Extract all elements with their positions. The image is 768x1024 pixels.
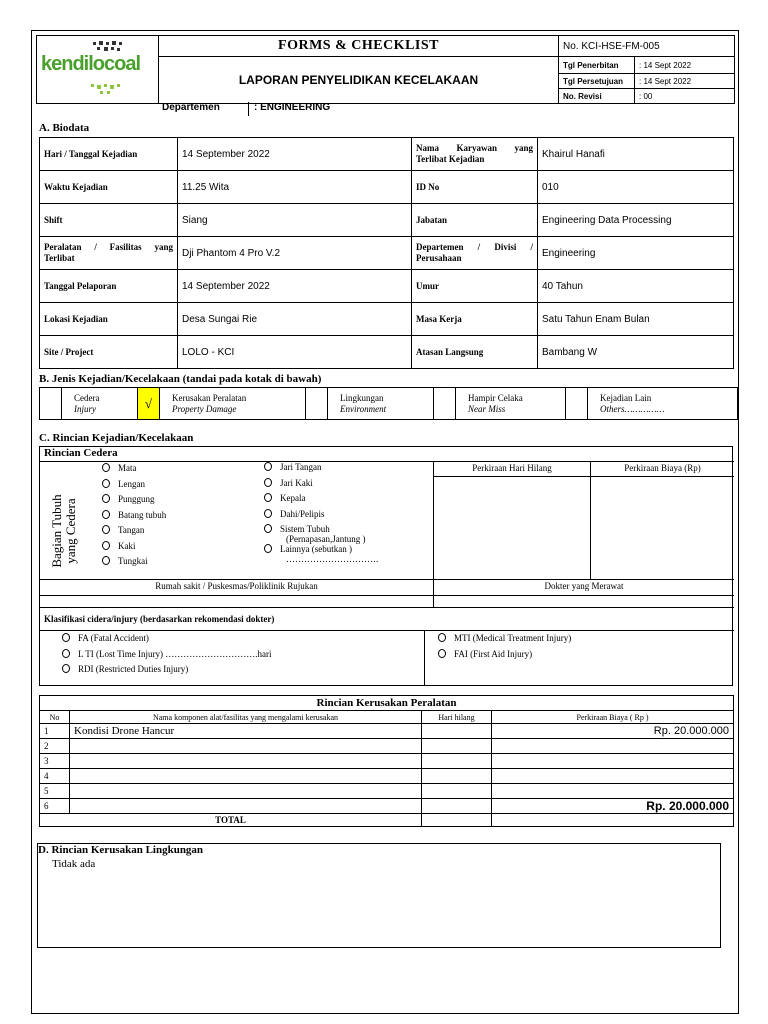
klasifikasi-title: Klasifikasi cidera/injury (berdasarkan rekomendasi dokter) — [44, 614, 275, 624]
biodata-value: Khairul Hanafi — [538, 138, 734, 171]
biodata-row — [40, 138, 734, 171]
meta-label: Tgl Persetujuan — [559, 74, 635, 89]
body-part-option[interactable] — [102, 510, 262, 526]
jenis-table — [39, 387, 738, 420]
meta-label: No. Revisi — [559, 89, 635, 104]
radio-circle-icon[interactable] — [102, 479, 110, 488]
jenis-label-text: Lingkungan — [340, 392, 384, 403]
meta-label: Tgl Penerbitan — [559, 57, 635, 74]
body-part-label: Kaki — [118, 540, 136, 551]
body-part-label: Jari Kaki — [280, 477, 313, 488]
logo — [37, 36, 159, 104]
body-part-option[interactable] — [102, 556, 262, 572]
jenis-checkbox[interactable] — [434, 388, 456, 420]
biaya-value: Rp. 20.000.000 — [492, 724, 734, 739]
doc-title: LAPORAN PENYELIDIKAN KECELAKAAN — [159, 57, 559, 104]
body-part-sub: (Pernapasan,Jantung ) — [286, 534, 366, 544]
biodata-value: 010 — [538, 171, 734, 204]
vertical-label: Bagian Tubuh yang Cedera — [49, 494, 78, 568]
biodata-label: Masa Kerja — [412, 303, 538, 336]
table-row — [40, 724, 734, 739]
row-number: 4 — [40, 769, 70, 784]
biodata-value: 14 September 2022 — [178, 138, 412, 171]
meta-value: : 14 Sept 2022 — [635, 74, 735, 89]
body-part-label: Kepala — [280, 493, 306, 503]
department-label: Departemen — [162, 102, 220, 113]
biodata-row — [40, 270, 734, 303]
form-title: FORMS & CHECKLIST — [159, 36, 559, 57]
klasifikasi-label: L TI (Lost Time Injury) ………………………….hari — [78, 648, 272, 659]
body-part-label: Punggung — [118, 494, 155, 504]
radio-circle-icon[interactable] — [264, 509, 272, 518]
form-page — [31, 30, 739, 1014]
jenis-label-sub: Near Miss — [468, 403, 506, 414]
header — [36, 35, 734, 119]
biodata-label: Atasan Langsung — [412, 336, 538, 369]
body-part-option[interactable] — [102, 541, 262, 557]
biodata-value: Satu Tahun Enam Bulan — [538, 303, 734, 336]
klasifikasi-option[interactable] — [438, 633, 728, 649]
biodata-label: Peralatan / Fasilitas yang Terlibat — [40, 237, 178, 270]
jenis-label-text: Cedera — [74, 392, 100, 403]
jenis-checkbox[interactable] — [306, 388, 328, 420]
component-name — [70, 754, 422, 769]
jenis-checkbox[interactable]: √ — [138, 388, 160, 420]
biodata-label: Nama Karyawan yang Terlibat Kejadian — [412, 138, 538, 171]
biodata-value: 40 Tahun — [538, 270, 734, 303]
kerusakan-header: Nama komponen alat/fasilitas yang mengalami kerusakan — [70, 711, 422, 724]
row-number: 6 — [40, 799, 70, 814]
section-a-title: A. Biodata — [39, 122, 90, 134]
body-part-option[interactable] — [264, 462, 429, 478]
radio-circle-icon[interactable] — [102, 510, 110, 519]
body-part-label: Mata — [118, 463, 137, 473]
radio-circle-icon[interactable] — [102, 494, 110, 503]
body-part-sub: …………………………. — [286, 554, 379, 564]
divider — [40, 607, 734, 608]
biaya-value — [492, 754, 734, 769]
biodata-value: Bambang W — [538, 336, 734, 369]
table-row — [40, 754, 734, 769]
total-cell — [492, 814, 734, 827]
body-part-label: Tungkai — [118, 556, 148, 566]
biaya-value — [492, 769, 734, 784]
row-number: 2 — [40, 739, 70, 754]
jenis-label-text: Hampir Celaka — [468, 392, 523, 403]
biodata-label: Umur — [412, 270, 538, 303]
radio-circle-icon[interactable] — [102, 525, 110, 534]
lingkungan-value: Tidak ada — [52, 858, 96, 870]
biodata-row — [40, 336, 734, 369]
biaya-value — [492, 784, 734, 799]
jenis-spacer — [40, 388, 62, 420]
jenis-label — [456, 388, 566, 420]
hari-hilang-header: Perkiraan Hari Hilang — [472, 463, 552, 473]
biodata-row — [40, 171, 734, 204]
hari-hilang-value — [422, 724, 492, 739]
biodata-label: Hari / Tanggal Kejadian — [40, 138, 178, 171]
jenis-label — [62, 388, 138, 420]
biodata-value: LOLO - KCI — [178, 336, 412, 369]
divider — [40, 579, 734, 580]
table-row — [40, 784, 734, 799]
biodata-value: Desa Sungai Rie — [178, 303, 412, 336]
total-label: TOTAL — [40, 814, 422, 827]
biodata-row — [40, 237, 734, 270]
radio-circle-icon[interactable] — [62, 664, 70, 673]
doc-number: No. KCI-HSE-FM-005 — [559, 36, 735, 57]
hari-hilang-value — [422, 769, 492, 784]
biodata-value: 14 September 2022 — [178, 270, 412, 303]
jenis-label-sub: Environment — [340, 403, 387, 414]
total-cell — [422, 814, 492, 827]
jenis-label-text: Kejadian Lain — [600, 392, 652, 403]
kerusakan-title: Rincian Kerusakan Peralatan — [40, 696, 734, 711]
row-number: 1 — [40, 724, 70, 739]
kerusakan-header: Hari hilang — [422, 711, 492, 724]
department-divider — [248, 102, 249, 116]
biodata-label: Waktu Kejadian — [40, 171, 178, 204]
jenis-label-sub: Others…………… — [600, 403, 665, 414]
row-number: 3 — [40, 754, 70, 769]
divider — [590, 461, 591, 579]
jenis-label-text: Kerusakan Peralatan — [172, 392, 247, 403]
component-name — [70, 739, 422, 754]
meta-value: : 14 Sept 2022 — [635, 57, 735, 74]
radio-circle-icon[interactable] — [62, 649, 70, 658]
body-parts-left — [102, 463, 262, 572]
kerusakan-header: No — [40, 711, 70, 724]
divider — [40, 630, 734, 631]
biodata-label: Shift — [40, 204, 178, 237]
klasifikasi-label: MTI (Medical Treatment Injury) — [454, 633, 572, 643]
klasifikasi-right — [438, 633, 728, 664]
radio-circle-icon[interactable] — [438, 633, 446, 642]
section-c-title: C. Rincian Kejadian/Kecelakaan — [39, 432, 194, 444]
radio-circle-icon[interactable] — [264, 462, 272, 471]
rincian-cedera-title: Rincian Cedera — [44, 447, 118, 459]
body-part-option[interactable] — [264, 509, 429, 525]
radio-circle-icon[interactable] — [264, 524, 272, 533]
table-row — [40, 739, 734, 754]
biodata-label: Site / Project — [40, 336, 178, 369]
klasifikasi-label: FA (Fatal Accident) — [78, 633, 149, 643]
radio-circle-icon[interactable] — [438, 649, 446, 658]
logo-text: kendilocoal — [41, 53, 141, 75]
jenis-label — [588, 388, 738, 420]
biodata-value: Engineering Data Processing — [538, 204, 734, 237]
meta-value: : 00 — [635, 89, 735, 104]
jenis-label — [160, 388, 306, 420]
klasifikasi-left — [62, 633, 422, 680]
klasifikasi-label: RDI (Restricted Duties Injury) — [78, 664, 189, 674]
component-name — [70, 799, 422, 814]
row-number: 5 — [40, 784, 70, 799]
hari-hilang-value — [422, 799, 492, 814]
klasifikasi-option[interactable] — [438, 649, 728, 665]
lingkungan-box — [37, 843, 721, 948]
biaya-value — [492, 739, 734, 754]
hari-hilang-value — [422, 739, 492, 754]
biodata-value: Dji Phantom 4 Pro V.2 — [178, 237, 412, 270]
rumah-sakit-header: Rumah sakit / Puskesmas/Poliklinik Rujukan — [155, 581, 318, 591]
biodata-value: Engineering — [538, 237, 734, 270]
body-part-option[interactable] — [264, 493, 429, 509]
radio-circle-icon[interactable] — [264, 493, 272, 502]
body-part-label: Batang tubuh — [118, 509, 167, 520]
divider — [424, 630, 425, 686]
body-parts-right — [264, 462, 429, 564]
biodata-row — [40, 303, 734, 336]
body-part-option[interactable] — [102, 463, 262, 479]
klasifikasi-option[interactable] — [62, 633, 422, 649]
section-d-title: D. Rincian Kerusakan Lingkungan — [38, 844, 204, 856]
radio-circle-icon[interactable] — [62, 633, 70, 642]
component-name — [70, 769, 422, 784]
biaya-header: Perkiraan Biaya (Rp) — [624, 463, 701, 473]
jenis-label — [328, 388, 434, 420]
dokter-header: Dokter yang Merawat — [544, 581, 624, 591]
divider — [40, 595, 734, 596]
jenis-label-sub: Property Damage — [172, 403, 237, 414]
biodata-label: ID No — [412, 171, 538, 204]
body-part-option[interactable] — [102, 525, 262, 541]
hari-hilang-value — [422, 754, 492, 769]
biodata-row — [40, 204, 734, 237]
table-row — [40, 769, 734, 784]
body-part-option[interactable] — [102, 479, 262, 495]
radio-circle-icon[interactable] — [264, 478, 272, 487]
divider — [433, 476, 734, 477]
biodata-value: 11.25 Wita — [178, 171, 412, 204]
klasifikasi-option[interactable] — [62, 664, 422, 680]
body-part-option[interactable] — [264, 524, 429, 544]
jenis-checkbox[interactable] — [566, 388, 588, 420]
radio-circle-icon[interactable] — [102, 556, 110, 565]
body-part-label: Jari Tangan — [280, 462, 322, 472]
hari-hilang-value — [422, 784, 492, 799]
radio-circle-icon[interactable] — [102, 463, 110, 472]
jenis-label-sub: Injury — [74, 403, 96, 414]
table-row — [40, 799, 734, 814]
klasifikasi-option[interactable] — [62, 649, 422, 665]
biodata-label: Jabatan — [412, 204, 538, 237]
radio-circle-icon[interactable] — [264, 544, 272, 553]
biaya-value: Rp. 20.000.000 — [492, 799, 734, 814]
body-part-option[interactable] — [102, 494, 262, 510]
body-part-option[interactable] — [264, 544, 429, 564]
section-b-title: B. Jenis Kejadian/Kecelakaan (tandai pada kotak di bawah) — [39, 373, 322, 385]
body-part-label: Tangan — [118, 525, 145, 535]
biodata-label: Departemen / Divisi / Perusahaan — [412, 237, 538, 270]
rincian-box — [39, 446, 733, 686]
body-part-label: Dahi/Pelipis — [280, 508, 325, 519]
component-name: Kondisi Drone Hancur — [70, 724, 422, 739]
component-name — [70, 784, 422, 799]
body-part-label: Sistem Tubuh — [280, 524, 330, 534]
biodata-label: Lokasi Kejadian — [40, 303, 178, 336]
department-value: : ENGINEERING — [254, 102, 331, 113]
radio-circle-icon[interactable] — [102, 541, 110, 550]
biodata-label: Tanggal Pelaporan — [40, 270, 178, 303]
biodata-value: Siang — [178, 204, 412, 237]
kerusakan-table — [39, 695, 734, 827]
body-part-option[interactable] — [264, 478, 429, 494]
biodata-table — [39, 137, 734, 369]
klasifikasi-label: FAI (First Aid Injury) — [454, 648, 533, 659]
kerusakan-header: Perkiraan Biaya ( Rp ) — [492, 711, 734, 724]
body-part-label: Lainnya (sebutkan ) — [280, 544, 352, 554]
body-part-label: Lengan — [118, 478, 145, 489]
